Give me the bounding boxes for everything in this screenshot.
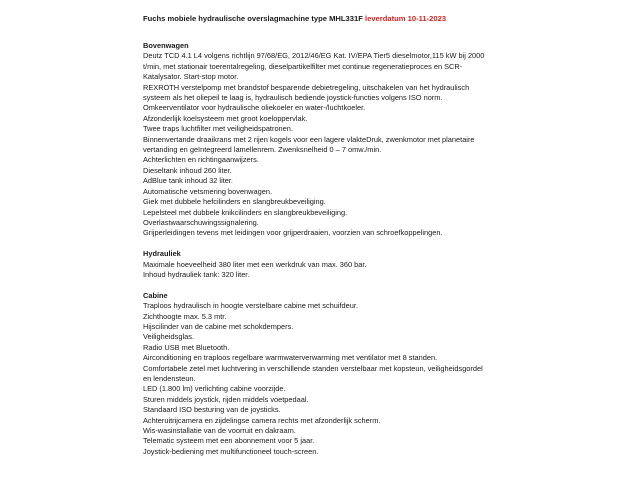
section-heading: Cabine [143, 290, 168, 300]
spec-line: Hijscilinder van de cabine met schokdempers. [143, 321, 294, 331]
spec-line: Achteruitrijcamera en zijdelingse camera rechts met afzonderlijk scherm. [143, 415, 381, 425]
spec-line: Sturen middels joystick, rijden middels voetpedaal. [143, 394, 309, 404]
delivery-date: leverdatum 10-11-2023 [365, 14, 447, 23]
spec-line: systeem als het oliepeil te laag is, hydraulisch bediende joystick-functies volgens ISO norm. [143, 93, 443, 103]
spec-line: Twee traps luchtfilter met veiligheidspatronen. [143, 124, 293, 134]
spec-line: Deutz TCD 4.1 L4 volgens richtlijn 97/68/EG, 2012/46/EG Kat. IV/EPA Tier5 dieselmotor,115 kW bij 2000 [143, 51, 485, 61]
spec-line: AdBlue tank inhoud 32 liter. [143, 176, 233, 186]
spec-line: Zichthoogte max. 5.3 mtr. [143, 311, 227, 321]
section-hydrauliek [143, 249, 633, 280]
spec-line: t/min, met stationair toerentalregeling, dieselpartikelfilter met continue regeneratieproces en SCR- [143, 61, 463, 71]
section-heading: Hydrauliek [143, 249, 181, 259]
section-heading: Bovenwagen [143, 41, 189, 50]
spec-line: Maximale hoeveelheid 380 liter met een werkdruk van max. 360 bar. [143, 259, 367, 269]
spec-line: Grijperleidingen tevens met leidingen voor grijperdraaien, voorzien van schroefkoppelingen. [143, 228, 443, 238]
spec-line: Joystick-bediening met multifunctioneel touch-screen. [143, 446, 319, 456]
spec-line: LED (1.800 lm) verlichting cabine voorzijde. [143, 384, 286, 394]
spec-line: Standaard ISO besturing van de joysticks. [143, 405, 281, 415]
title-text: Fuchs mobiele hydraulische overslagmachine type MHL331F [143, 14, 363, 23]
spec-line: Wis-wasinstallatie van de voorruit en dakraam. [143, 426, 296, 435]
spec-line: REXROTH verstelpomp met brandstof besparende debietregeling, uitschakelen van het hydraulisch [143, 82, 470, 92]
spec-line: Dieseltank inhoud 260 liter. [143, 165, 232, 175]
spec-line: Automatische vetsmering bovenwagen. [143, 186, 272, 196]
spec-line: Omkeerventilator voor hydraulische oliekoeler en water-/luchtkoeler. [143, 103, 366, 113]
spec-line: Veiligheidsglas. [143, 332, 194, 342]
spec-line: Traploos hydraulisch in hoogte verstelbare cabine met schuifdeur. [143, 301, 358, 311]
spec-line: Giek met dubbele hefcilinders en slangbreukbeveiliging. [143, 197, 326, 207]
spec-line: Achterlichten en richtingaanwijzers. [143, 155, 259, 165]
document-title [143, 14, 633, 24]
spec-line: Radio USB met Bluetooth. [143, 342, 230, 352]
section-bovenwagen [143, 41, 633, 239]
spec-line: Afzonderlijk koelsysteem met groot koeloppervlak. [143, 113, 308, 123]
spec-line: Inhoud hydrauliek tank: 320 liter. [143, 269, 250, 279]
document [143, 14, 633, 468]
section-cabine [143, 291, 633, 458]
spec-line: Katalysator. Start-stop motor. [143, 72, 239, 82]
spec-line: en lendensteun. [143, 373, 196, 383]
spec-line: Telematic systeem met een abonnement voor 5 jaar. [143, 436, 315, 446]
spec-line: Overlastwaarschuwingssignalering. [143, 217, 259, 227]
spec-line: Binnenvertande draaikrans met 2 rijen kogels voor een lagere vlakteDruk, zwenkmotor met planetaire [143, 134, 475, 144]
spec-line: Lepelsteel met dubbele knikcilinders en slangbreukbeveiliging. [143, 207, 348, 217]
spec-line: Airconditioning en traploos regelbare warmwaterverwarming met ventilator met 8 standen. [143, 353, 438, 363]
spec-line: Comfortabele zetel met luchtvering in verschillende standen verstelbaar met kopsteun, veiligheidsgordel [143, 363, 483, 373]
spec-line: vertanding en geïntegreerd lamellenrem. Zwenksnelheid 0 – 7 omw./min. [143, 145, 382, 155]
